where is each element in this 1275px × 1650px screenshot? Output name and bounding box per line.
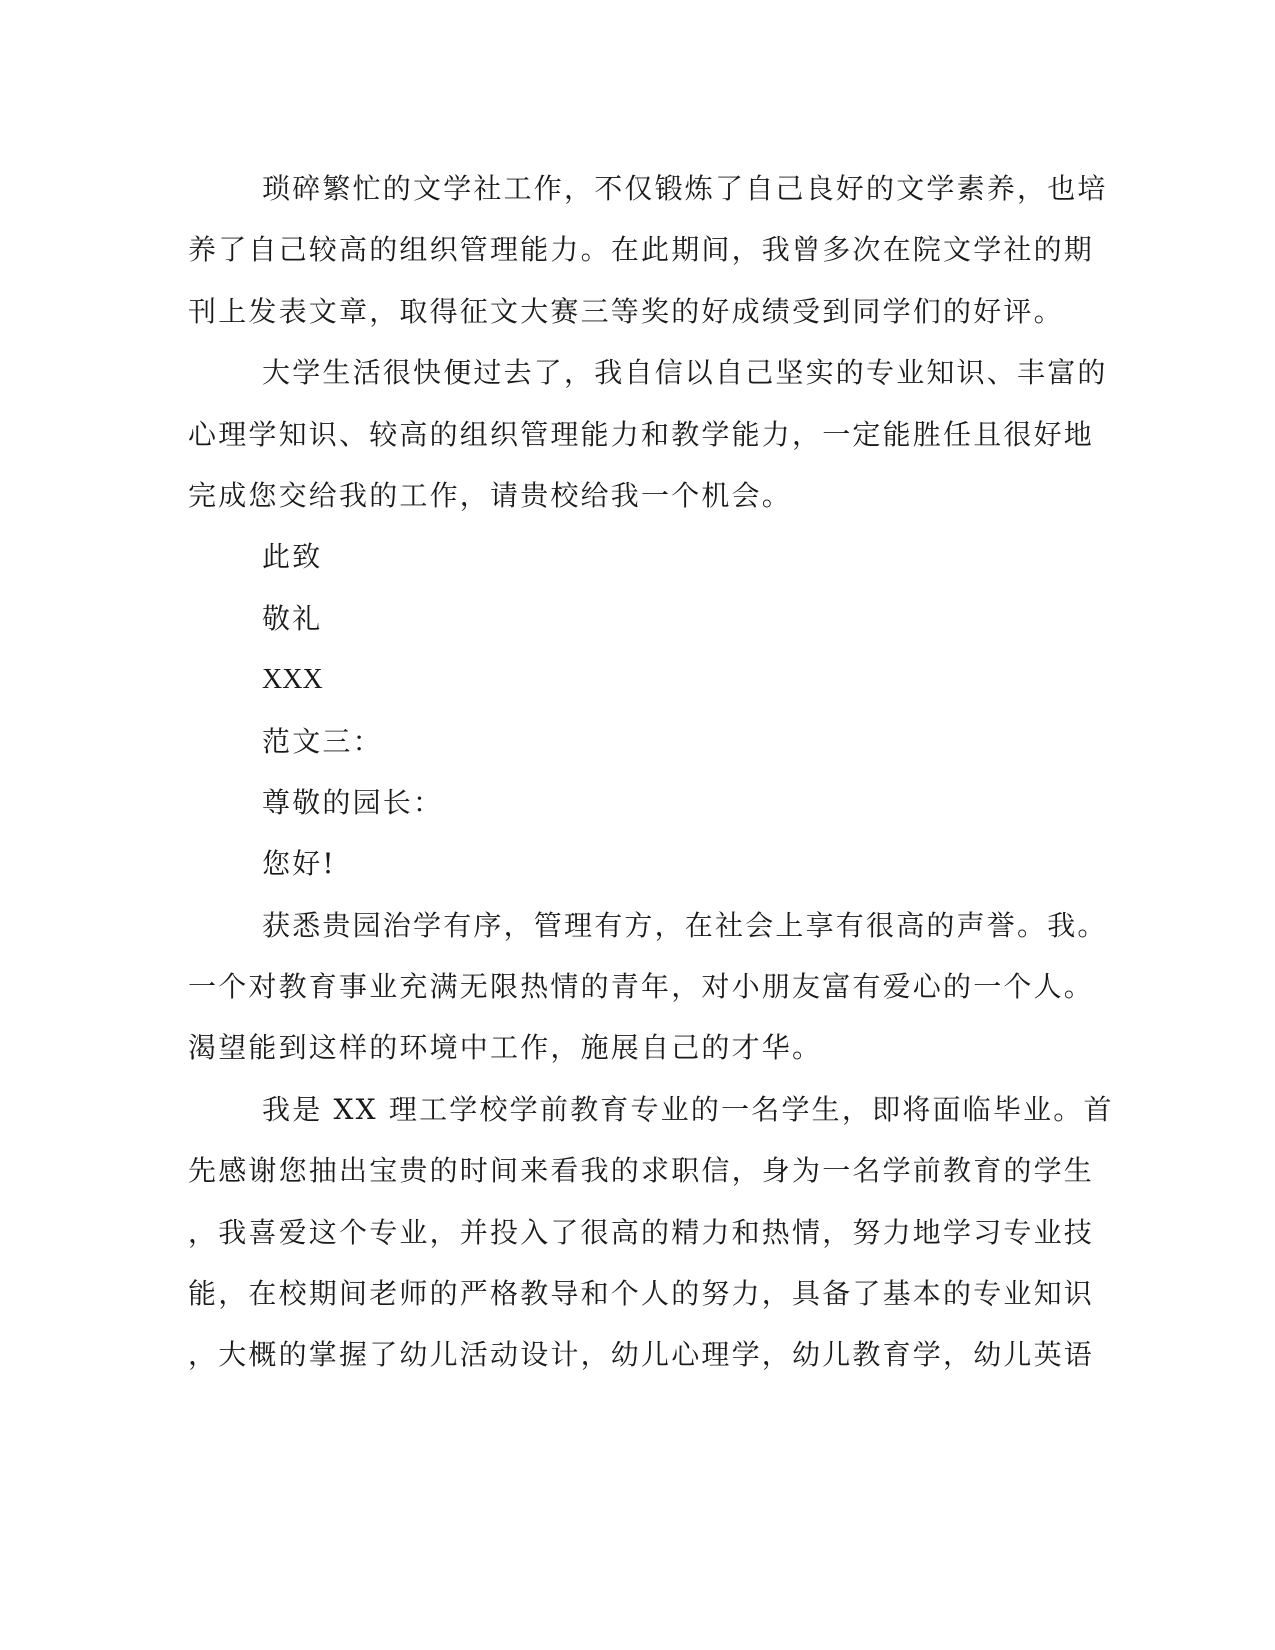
closing-regards: 敬礼 — [262, 601, 323, 635]
closing-salutation: 此致 — [262, 540, 323, 574]
text-line: 完成您交给我的工作，请贵校给我一个机会。 — [188, 478, 793, 512]
document-body — [188, 158, 1114, 1386]
text-line: 渴望能到这样的环境中工作，施展自己的才华。 — [188, 1031, 823, 1065]
text-line: 琐碎繁忙的文学社工作，不仅锻炼了自己良好的文学素养，也培 — [262, 172, 1108, 205]
text-line: 先感谢您抽出宝贵的时间来看我的求职信，身为一名学前教育的学生 — [188, 1154, 1095, 1188]
text-line: ，大概的掌握了幼儿活动设计，幼儿心理学，幼儿教育学，幼儿英语 — [188, 1338, 1095, 1372]
text-line: 养了自己较高的组织管理能力。在此期间，我曾多次在院文学社的期 — [188, 233, 1095, 267]
signature-name: XXX — [262, 664, 323, 696]
text-line: 一个对教育事业充满无限热情的青年，对小朋友富有爱心的一个人。 — [188, 970, 1095, 1004]
text-line: 大学生活很快便过去了，我自信以自己坚实的专业知识、丰富的 — [262, 356, 1108, 390]
text-line: 心理学知识、较高的组织管理能力和教学能力，一定能胜任且很好地 — [188, 417, 1095, 451]
text-line: ，我喜爱这个专业，并投入了很高的精力和热情，努力地学习专业技 — [188, 1215, 1095, 1249]
letter-salutation: 尊敬的园长： — [262, 785, 444, 819]
section-heading: 范文三： — [262, 724, 383, 758]
letter-greeting: 您好! — [262, 847, 336, 881]
text-line: 刊上发表文章，取得征文大赛三等奖的好成绩受到同学们的好评。 — [188, 294, 1064, 328]
text-line: 能，在校期间老师的严格教导和个人的努力，具备了基本的专业知识 — [188, 1277, 1095, 1311]
text-line: 我是 XX 理工学校学前教育专业的一名学生，即将面临毕业。首 — [262, 1092, 1114, 1126]
text-line: 获悉贵园治学有序，管理有方，在社会上享有很高的声誉。我。 — [262, 908, 1108, 942]
